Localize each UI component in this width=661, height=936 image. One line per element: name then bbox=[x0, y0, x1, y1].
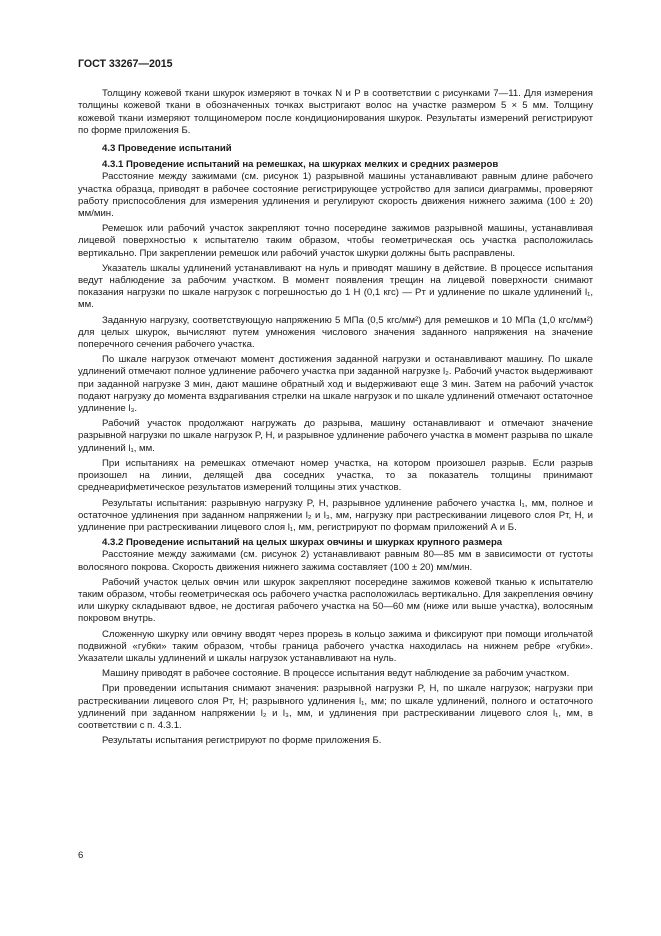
paragraph: При испытаниях на ремешках отмечают номер участка, на котором произошел разрыв. Если разрыв произошел на линии, делящей два соседних участка, то за показатель толщины принимают среднеарифметическое результатов измерений толщины этих участков. bbox=[78, 457, 593, 494]
section-heading-4-3: 4.3 Проведение испытаний bbox=[102, 143, 232, 155]
paragraph: Сложенную шкурку или овчину вводят через прорезь в кольцо зажима и фиксируют при помощи игольчатой подвижной «губки» таким образом, чтобы граница рабочего участка находилась на нижнем ребре «губки». Указатели шкалы удлинений и шкалы нагрузок устанавливают на нуль. bbox=[78, 628, 593, 664]
document-header: ГОСТ 33267—2015 bbox=[78, 58, 173, 70]
section-heading-4-3-1: 4.3.1 Проведение испытаний на ремешках, на шкурках мелких и средних размеров bbox=[102, 159, 499, 171]
page-number: 6 bbox=[78, 850, 84, 861]
paragraph: Заданную нагрузку, соответствующую напряжению 5 МПа (0,5 кгс/мм²) для ремешков и 10 МПа (1,0 кгс/мм²) для целых шкурок, вычисляют путем умножения числового значения заданного напряжения на значение поперечного сечения рабочего участка. bbox=[78, 314, 593, 351]
paragraph: Ремешок или рабочий участок закрепляют точно посередине зажимов разрывной машины, устанавливая лицевой поверхностью к испытателю таким образом, чтобы геометрическая ось участка расположилась вертикально. При закреплении ремешок или рабочий участок шкурки должны быть расправлены. bbox=[78, 223, 593, 259]
paragraph: Результаты испытания: разрывную нагрузку P, Н, разрывное удлинение рабочего участка l₁, мм, полное и остаточное удлинения при заданном напряжении l₂ и l₃, мм, нагрузку при растрескивании лицевого слоя Pт, Н, и удлинение при растрескивании лицевого слоя l₁, мм, регистрируют по формам приложений А и Б. bbox=[78, 497, 593, 533]
paragraph: Результаты испытания регистрируют по форме приложения Б. bbox=[102, 735, 382, 747]
paragraph: Расстояние между зажимами (см. рисунок 1) разрывной машины устанавливают равным длине рабочего участка образца, приводят в рабочее состояние регистрирующее устройство для записи диаграммы, проверяют работу приспособления для измерения удлинения и регулируют скорость движения нижнего зажима (100 ± 20) мм/мин. bbox=[78, 171, 593, 220]
paragraph: Расстояние между зажимами (см. рисунок 2) устанавливают равным 80—85 мм в зависимости от густоты волосяного покрова. Скорость движения нижнего зажима составляет (100 ± 20) мм/мин. bbox=[78, 549, 593, 573]
paragraph: Рабочий участок продолжают нагружать до разрыва, машину останавливают и отмечают значение разрывной нагрузки по шкале нагрузок P, Н, и разрывное удлинение рабочего участка в момент разрыва по шкале удлинений l₁, мм. bbox=[78, 418, 593, 454]
paragraph: Указатель шкалы удлинений устанавливают на нуль и приводят машину в действие. В процессе испытания ведут наблюдение за рабочим участком. В момент появления трещин на лицевой поверхности снимают показания нагрузки по шкале нагрузок с погрешностью до 1 Н (0,1 кгс) — Pт и удлинение по шкале удлинений l₁, мм. bbox=[78, 262, 593, 311]
document-page bbox=[78, 58, 593, 750]
paragraph: Машину приводят в рабочее состояние. В процессе испытания ведут наблюдение за рабочим участком. bbox=[102, 668, 570, 680]
paragraph: Рабочий участок целых овчин или шкурок закрепляют посередине зажимов кожевой тканью к испытателю таким образом, чтобы геометрическая ось рабочего участка расположилась вертикально. Для закрепления овчину или шкурку складывают вдвое, не достигая рабочего участка на 50—60 мм (ниже или выше участка), волосяным покровом внутрь. bbox=[78, 576, 593, 625]
paragraph: По шкале нагрузок отмечают момент достижения заданной нагрузки и останавливают машину. По шкале удлинений отмечают полное удлинение рабочего участка при заданной нагрузке l₂. Рабочий участок выдерживают при заданной нагрузке 3 мин, дают машине обратный ход и выдерживают еще 3 мин. Затем на рабочий участок подают нагрузку до момента вздрагивания стрелки на шкале нагрузок и по шкале удлинений отмечают остаточное удлинение l₃. bbox=[78, 354, 593, 415]
paragraph: Толщину кожевой ткани шкурок измеряют в точках N и P в соответствии с рисунками 7—11. Для измерения толщины кожевой ткани в обозначенных точках выстригают волос на участке размером 5 × 5 мм. Толщину кожевой ткани измеряют толщиномером после кондиционирования шкурок. Результаты измерений регистрируют по форме приложения Б. bbox=[78, 88, 593, 136]
paragraph: При проведении испытания снимают значения: разрывной нагрузки P, Н, по шкале нагрузок; нагрузки при растрескивании лицевого слоя Pт, Н; разрывного удлинения l₁, мм; по шкале удлинений, полного и остаточного удлинений при заданном напряжении l₂ и l₃, мм, и удлинения при растрескивании лицевого слоя l₁, мм, в соответствии с п. 4.3.1. bbox=[78, 683, 593, 731]
section-heading-4-3-2: 4.3.2 Проведение испытаний на целых шкурах овчины и шкурках крупного размера bbox=[102, 537, 503, 549]
